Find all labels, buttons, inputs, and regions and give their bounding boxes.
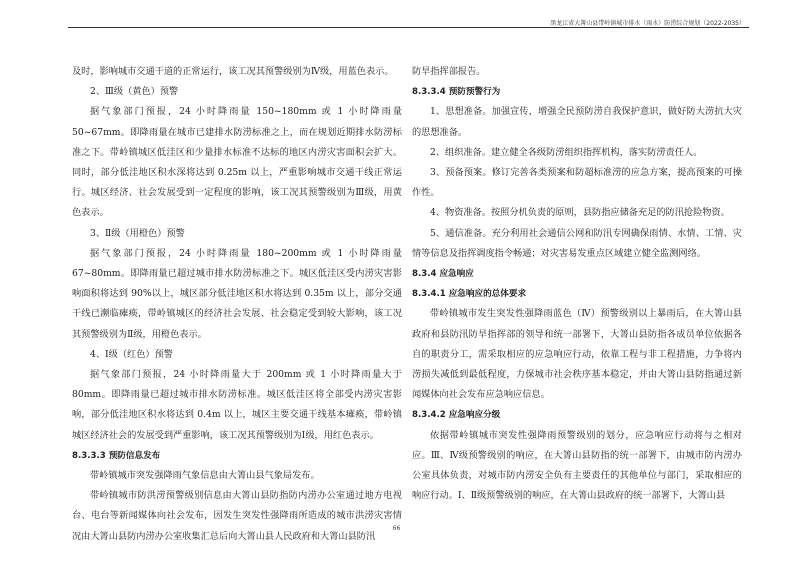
running-header: 黑龙江省大箐山县带岭镇城市排水（雨水）防涝综合规划（2022-2035） xyxy=(550,20,745,27)
body-paragraph: 据气象部门预报，24 小时降雨量大于 200mm 或 1 小时降雨量大于 80mm。即降雨量已超过城市排水防涝标准。城区低洼区将全部受内涝灾害影响，部分低洼地区积水将达到 0.4m 以上，城区主要交通干线基本瘫痪，带岭镇城区经济社会的发展受到严重影响，该工况其预警级别为Ⅰ级，用红色表示。 xyxy=(72,369,402,441)
body-paragraph: 4、物资准备。按照分机负责的原则，县防指应储备充足的防汛抢险物资。 xyxy=(430,207,730,219)
header-rule xyxy=(68,27,749,28)
body-paragraph: 2、组织准备。建立健全各级防涝组织指挥机构，落实防涝责任人。 xyxy=(430,146,703,158)
body-paragraph: 依据带岭镇城市突发性强降雨预警级别的划分，应急响应行动将与之相对应。Ⅲ、Ⅳ级预警级别的响应，在大箐山县防指的统一部署下，由城市防内涝办公室具体负责，对城市防内涝安全负有主要责任的其他单位与部门，采取相应的响应行动。Ⅰ、Ⅱ级预警级别的响应，在大箐山县政府的统一部署下，大箐山县 xyxy=(412,429,742,502)
body-paragraph: 3、预备预案。修订完善各类预案和防超标准涝的应急方案，提高预案的可操作性。 xyxy=(412,167,742,199)
body-paragraph: 防旱指挥部报告。 xyxy=(412,66,486,77)
body-paragraph: 带岭镇城市发生突发性强降雨蓝色（Ⅳ）预警级别以上暴雨后，在大箐山县政府和县防汛防旱指挥部的领导和统一部署下，大箐山县防指各成员单位依据各自的职责分工，需采取相应的应急响应行动，依靠工程与非工程措施，力争将内涝损失减低到最低程度，力保城市社会秩序基本稳定，并由大箐山县防指通过新闻媒体向社会发布应急响应信息。 xyxy=(412,308,742,401)
body-paragraph: 4、Ⅰ级（红色）预警 xyxy=(90,348,173,360)
section-heading: 8.3.4.2 应急响应分级 xyxy=(412,410,501,421)
section-heading: 8.3.3.3 预防信息发布 xyxy=(72,450,161,461)
right-column xyxy=(412,62,742,506)
body-paragraph: 据气象部门预报，24 小时降雨量 180~200mm 或 1 小时降雨量 67~80mm。即降雨量已超过城市排水防涝标准之下。城区低洼区受内涝灾害影响面积将达到 90%以上，城区部分低洼地区积水将达到 0.35m 以上，部分交通干线已濒临瘫痪，带岭镇城区的经济社会发展、社会稳定受到较大影响，该工况其预警级别为Ⅱ级，用橙色表示。 xyxy=(72,247,402,340)
left-column xyxy=(72,62,402,547)
body-paragraph: 2、Ⅲ级（黄色）预警 xyxy=(90,86,179,98)
body-paragraph: 5、通信准备。充分利用社会通信公网和防汛专网确保雨情、水情、工情、灾情等信息及指挥调度指令畅通；对灾害易发重点区域建立健全监测网络。 xyxy=(412,227,742,259)
body-paragraph: 带岭镇城市突发强降雨气象信息由大箐山县气象局发布。 xyxy=(90,470,320,482)
section-heading: 8.3.4.1 应急响应的总体要求 xyxy=(412,289,527,300)
body-paragraph: 3、Ⅱ级（用橙色）预警 xyxy=(90,227,185,239)
section-heading: 8.3.4 应急响应 xyxy=(412,269,474,280)
body-paragraph: 1、思想准备。加强宣传，增强全民预防涝自我保护意识，做好防大涝抗大灾的思想准备。 xyxy=(412,106,742,138)
section-heading: 8.3.3.4 预防预警行为 xyxy=(412,87,501,98)
page-number: 66 xyxy=(392,525,401,532)
body-paragraph: 及时，影响城市交通干道的正常运行，该工况其预警级别为Ⅳ级，用蓝色表示。 xyxy=(72,66,394,77)
body-paragraph: 据气象部门预报，24 小时降雨量 150~180mm 或 1 小时降雨量 50~67mm。即降雨量在城市已建排水防涝标准之上，而在规划近期排水防涝标准之下。带岭镇城区低洼区和少量排水标准不达标的地区内涝灾害面积会扩大。同时，部分低洼地区积水深将达到 0.25m 以上，严重影响城市交通干线正常运行。城区经济、社会发展受到一定程度的影响，该工况其预警级别为Ⅲ级，用黄色表示。 xyxy=(72,106,402,219)
body-paragraph: 带岭镇城市防洪涝预警级别信息由大箐山县防指防内涝办公室通过地方电视台、电台等新闻媒体向社会发布，因发生突发性强降雨所造成的城市洪涝灾害情况由大箐山县防内涝办公室收集汇总后向大箐山县人民政府和大箐山县防汛 xyxy=(72,490,402,542)
